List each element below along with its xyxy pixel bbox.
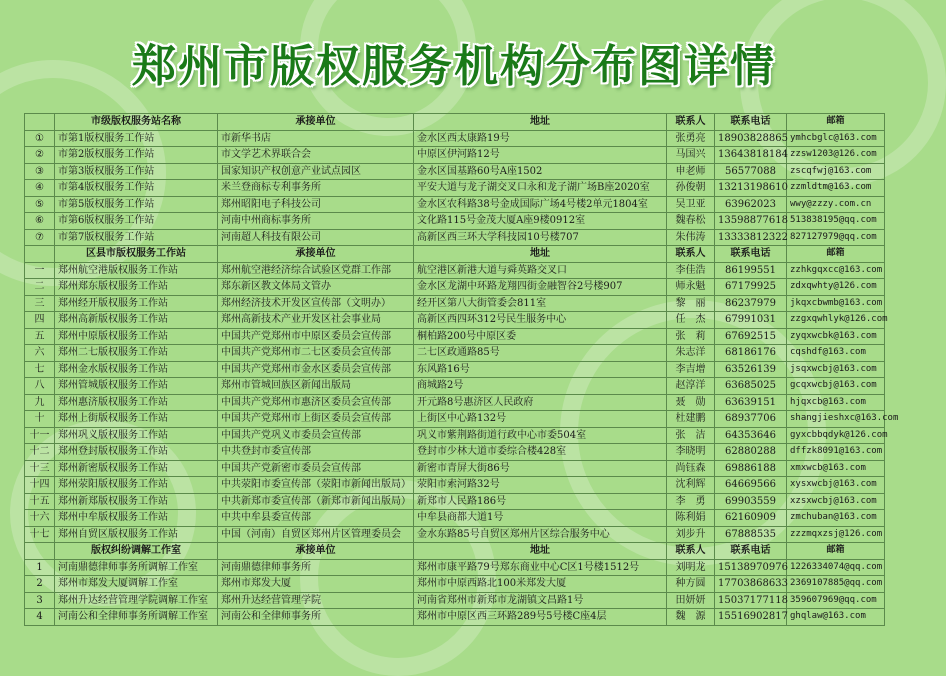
table-row bbox=[25, 378, 885, 395]
table-cell: 郑州郑东版权服务工作站 bbox=[55, 279, 218, 296]
table-row bbox=[25, 559, 885, 576]
header-cell: 地址 bbox=[414, 246, 667, 263]
table-cell: 郑州登封版权服务工作站 bbox=[55, 444, 218, 461]
table-cell: 中共登封市委宣传部 bbox=[218, 444, 414, 461]
table-cell: 64669566 bbox=[715, 477, 787, 494]
table-cell: 尚钰森 bbox=[667, 460, 715, 477]
table-row bbox=[25, 163, 885, 180]
table-cell: 郑州市郑发大厦 bbox=[218, 576, 414, 593]
table-cell: zzmldtm@163.com bbox=[787, 180, 885, 197]
table-cell: 郑州高新技术产业开发区社会事业局 bbox=[218, 312, 414, 329]
table-cell: 四 bbox=[25, 312, 55, 329]
table-row bbox=[25, 510, 885, 527]
table-cell: 河南鼎德律师事务所调解工作室 bbox=[55, 559, 218, 576]
table-cell: zyqxwcbk@163.com bbox=[787, 328, 885, 345]
table-cell: 中原区伊河路12号 bbox=[414, 147, 667, 164]
table-cell: 李佳浩 bbox=[667, 262, 715, 279]
table-cell: 67888535 bbox=[715, 526, 787, 543]
header-cell: 地址 bbox=[414, 543, 667, 560]
table-cell: 登封市少林大道市委综合楼428室 bbox=[414, 444, 667, 461]
table-cell: 商城路2号 bbox=[414, 378, 667, 395]
table-cell: 中牟县商都大道1号 bbox=[414, 510, 667, 527]
table-cell: 中共新郑市委宣传部（新郑市新闻出版局） bbox=[218, 493, 414, 510]
table-cell: 513838195@qq.com bbox=[787, 213, 885, 230]
table-cell: 种方圆 bbox=[667, 576, 715, 593]
header-cell: 邮箱 bbox=[787, 543, 885, 560]
table-cell: 九 bbox=[25, 394, 55, 411]
header-cell: 联系人 bbox=[667, 114, 715, 131]
table-cell: 文化路115号金茂大厦A座9楼0912室 bbox=[414, 213, 667, 230]
table-cell: ⑦ bbox=[25, 229, 55, 246]
table-cell: 郑州巩义版权服务工作站 bbox=[55, 427, 218, 444]
table-cell: ③ bbox=[25, 163, 55, 180]
table-row bbox=[25, 196, 885, 213]
table-row bbox=[25, 427, 885, 444]
table-cell: hjqxcb@163.com bbox=[787, 394, 885, 411]
table-cell: 68186176 bbox=[715, 345, 787, 362]
table-cell: 郑州市管城回族区新闻出版局 bbox=[218, 378, 414, 395]
table-cell: 市第7版权服务工作站 bbox=[55, 229, 218, 246]
table-cell: 17703868633 bbox=[715, 576, 787, 593]
header-cell: 邮箱 bbox=[787, 114, 885, 131]
table-cell: zzgxqwhlyk@126.com bbox=[787, 312, 885, 329]
header-cell: 联系电话 bbox=[715, 114, 787, 131]
table-cell: 十四 bbox=[25, 477, 55, 494]
table-cell: 1 bbox=[25, 559, 55, 576]
table-cell: 郑州市郑发大厦调解工作室 bbox=[55, 576, 218, 593]
table-cell: 13333812322 bbox=[715, 229, 787, 246]
table-row bbox=[25, 295, 885, 312]
table-row bbox=[25, 576, 885, 593]
section-header-row bbox=[25, 543, 885, 560]
table-cell: 郑州金水版权服务工作站 bbox=[55, 361, 218, 378]
table-row bbox=[25, 444, 885, 461]
header-cell bbox=[25, 246, 55, 263]
table-cell: 十五 bbox=[25, 493, 55, 510]
page-title: 郑州市版权服务机构分布图详情 bbox=[132, 41, 776, 92]
table-cell: 任 杰 bbox=[667, 312, 715, 329]
table-cell: 高新区西三环大学科技园10号楼707 bbox=[414, 229, 667, 246]
table-row bbox=[25, 361, 885, 378]
table-cell: 郑州二七版权服务工作站 bbox=[55, 345, 218, 362]
table-row bbox=[25, 460, 885, 477]
table-cell: ② bbox=[25, 147, 55, 164]
table-cell: ① bbox=[25, 130, 55, 147]
table-row bbox=[25, 493, 885, 510]
table-cell: 郑州上街版权服务工作站 bbox=[55, 411, 218, 428]
header-cell: 邮箱 bbox=[787, 246, 885, 263]
table-cell: 13598877618 bbox=[715, 213, 787, 230]
table-cell: 郑州高新版权服务工作站 bbox=[55, 312, 218, 329]
table-cell: 米兰登商标专利事务所 bbox=[218, 180, 414, 197]
table-row bbox=[25, 411, 885, 428]
table-cell: 河南中州商标事务所 bbox=[218, 213, 414, 230]
table-row bbox=[25, 229, 885, 246]
agency-table bbox=[24, 113, 899, 626]
table-cell: jkqxcbwmb@163.com bbox=[787, 295, 885, 312]
table-cell: 孙俊朝 bbox=[667, 180, 715, 197]
table-cell: 56577088 bbox=[715, 163, 787, 180]
table-row bbox=[25, 312, 885, 329]
table-cell: 郑州荥阳版权服务工作站 bbox=[55, 477, 218, 494]
table-cell: 新密市青屏大街86号 bbox=[414, 460, 667, 477]
table-row bbox=[25, 213, 885, 230]
header-cell bbox=[25, 114, 55, 131]
table-cell: 上街区中心路132号 bbox=[414, 411, 667, 428]
table-cell: 15037177118 bbox=[715, 592, 787, 609]
table-cell: 市新华书店 bbox=[218, 130, 414, 147]
table-cell: 市第3版权服务工作站 bbox=[55, 163, 218, 180]
table-cell: zscqfwj@163.com bbox=[787, 163, 885, 180]
table-cell: xysxwcbj@163.com bbox=[787, 477, 885, 494]
table-cell: 朱伟涛 bbox=[667, 229, 715, 246]
table-cell: 十 bbox=[25, 411, 55, 428]
table-cell: 郑州管城版权服务工作站 bbox=[55, 378, 218, 395]
table-cell: 刘明龙 bbox=[667, 559, 715, 576]
table-cell: 67692515 bbox=[715, 328, 787, 345]
table-cell: 市第5版权服务工作站 bbox=[55, 196, 218, 213]
table-cell: 1226334074@qq.com bbox=[787, 559, 885, 576]
table-cell: 郑州市中原区西三环路289号5号楼C座4层 bbox=[414, 609, 667, 626]
table-cell: gyxcbbqdyk@126.com bbox=[787, 427, 885, 444]
table-cell: 陈利娟 bbox=[667, 510, 715, 527]
table-cell: 开元路8号惠济区人民政府 bbox=[414, 394, 667, 411]
table-cell: 十二 bbox=[25, 444, 55, 461]
header-cell: 联系人 bbox=[667, 246, 715, 263]
table-cell: cqshdf@163.com bbox=[787, 345, 885, 362]
table-cell: zdxqwhty@126.com bbox=[787, 279, 885, 296]
table-cell: 聂 勋 bbox=[667, 394, 715, 411]
table-cell: 七 bbox=[25, 361, 55, 378]
table-cell: 13213198610 bbox=[715, 180, 787, 197]
table-cell: 86237979 bbox=[715, 295, 787, 312]
table-cell: 郑州升达经营管理学院调解工作室 bbox=[55, 592, 218, 609]
table-cell: 中国（河南）自贸区郑州片区管理委员会 bbox=[218, 526, 414, 543]
table-cell: 13643818184 bbox=[715, 147, 787, 164]
table-cell: 六 bbox=[25, 345, 55, 362]
table-cell: 359607969@qq.com bbox=[787, 592, 885, 609]
table-row bbox=[25, 262, 885, 279]
table-cell: 中国共产党新密市委员会宣传部 bbox=[218, 460, 414, 477]
table-cell: 市第1版权服务工作站 bbox=[55, 130, 218, 147]
table-cell: 郑州升达经营管理学院 bbox=[218, 592, 414, 609]
table-cell: xmxwcb@163.com bbox=[787, 460, 885, 477]
table-cell: 赵淳洋 bbox=[667, 378, 715, 395]
table-cell: shangjieshxc@163.com bbox=[787, 411, 885, 428]
table-cell: 十一 bbox=[25, 427, 55, 444]
table-cell: 中国共产党郑州市中原区委员会宣传部 bbox=[218, 328, 414, 345]
table-cell: 827127979@qq.com bbox=[787, 229, 885, 246]
table-cell: 金水区西太康路19号 bbox=[414, 130, 667, 147]
table-cell: 李晓明 bbox=[667, 444, 715, 461]
header-cell: 地址 bbox=[414, 114, 667, 131]
header-cell: 承接单位 bbox=[218, 114, 414, 131]
table-cell: 吴卫亚 bbox=[667, 196, 715, 213]
table-cell: 魏 源 bbox=[667, 609, 715, 626]
table-cell: 3 bbox=[25, 592, 55, 609]
table-cell: 金水区农科路38号金成国际广场4号楼2单元1804室 bbox=[414, 196, 667, 213]
table-cell: 金水区龙湖中环路龙翔四街金融智谷2号楼907 bbox=[414, 279, 667, 296]
table-cell: 郑州中原版权服务工作站 bbox=[55, 328, 218, 345]
table-cell: ghqlaw@163.com bbox=[787, 609, 885, 626]
table-cell: wwy@zzzy.com.cn bbox=[787, 196, 885, 213]
table-cell: 86199551 bbox=[715, 262, 787, 279]
table-cell: 师永魁 bbox=[667, 279, 715, 296]
table-cell: 中共中牟县委宣传部 bbox=[218, 510, 414, 527]
table-cell: 张 洁 bbox=[667, 427, 715, 444]
header-cell: 承接单位 bbox=[218, 543, 414, 560]
table-row bbox=[25, 526, 885, 543]
table-row bbox=[25, 477, 885, 494]
table-cell: 中国共产党郑州市上街区委员会宣传部 bbox=[218, 411, 414, 428]
table-cell: 桐柏路200号中原区委 bbox=[414, 328, 667, 345]
table-row bbox=[25, 279, 885, 296]
table-cell: 二七区政通路85号 bbox=[414, 345, 667, 362]
header-cell: 联系电话 bbox=[715, 246, 787, 263]
table-cell: 东风路16号 bbox=[414, 361, 667, 378]
table-cell: 郑州昭阳电子科技公司 bbox=[218, 196, 414, 213]
table-cell: 荥阳市索河路32号 bbox=[414, 477, 667, 494]
table-cell: jsqxwcbj@163.com bbox=[787, 361, 885, 378]
table-cell: 市第2版权服务工作站 bbox=[55, 147, 218, 164]
table-cell: 巩义市紫荆路街道行政中心市委504室 bbox=[414, 427, 667, 444]
table-cell: 67179925 bbox=[715, 279, 787, 296]
table-cell: 市第6版权服务工作站 bbox=[55, 213, 218, 230]
table-cell: 国家知识产权创意产业试点园区 bbox=[218, 163, 414, 180]
table-cell: 郑州经济技术开发区宣传部（文明办） bbox=[218, 295, 414, 312]
table-cell: 李 勇 bbox=[667, 493, 715, 510]
table-cell: 2 bbox=[25, 576, 55, 593]
table-cell: 郑州航空港经济综合试验区党群工作部 bbox=[218, 262, 414, 279]
header-cell: 联系人 bbox=[667, 543, 715, 560]
table-cell: 4 bbox=[25, 609, 55, 626]
table-cell: 郑州中牟版权服务工作站 bbox=[55, 510, 218, 527]
table-cell: 郑州自贸区版权服务工作站 bbox=[55, 526, 218, 543]
header-cell: 版权纠纷调解工作室 bbox=[55, 543, 218, 560]
table-cell: 李吉增 bbox=[667, 361, 715, 378]
header-cell: 区县市版权服务工作站 bbox=[55, 246, 218, 263]
table-cell: 田妍妍 bbox=[667, 592, 715, 609]
table-cell: gcqxwcbj@163.com bbox=[787, 378, 885, 395]
table-cell: 67991031 bbox=[715, 312, 787, 329]
table-cell: 郑州惠济版权服务工作站 bbox=[55, 394, 218, 411]
header-cell bbox=[25, 543, 55, 560]
table-cell: ⑥ bbox=[25, 213, 55, 230]
table-cell: zzzmqxzsj@126.com bbox=[787, 526, 885, 543]
table-cell: ⑤ bbox=[25, 196, 55, 213]
table-cell: 郑州市中原西路北100米郑发大厦 bbox=[414, 576, 667, 593]
table-cell: 黎 丽 bbox=[667, 295, 715, 312]
table-cell: 62160909 bbox=[715, 510, 787, 527]
table-cell: 马国兴 bbox=[667, 147, 715, 164]
table-cell: 中国共产党郑州市金水区委员会宣传部 bbox=[218, 361, 414, 378]
table-cell: 张勇亮 bbox=[667, 130, 715, 147]
table-cell: 63685025 bbox=[715, 378, 787, 395]
table-cell: 河南公和全律师事务所 bbox=[218, 609, 414, 626]
table-cell: 18903828865 bbox=[715, 130, 787, 147]
table-cell: 魏春松 bbox=[667, 213, 715, 230]
table-cell: 68937706 bbox=[715, 411, 787, 428]
table-cell: xzsxwcbj@163.com bbox=[787, 493, 885, 510]
table-cell: 郑东新区教文体局文管办 bbox=[218, 279, 414, 296]
table-cell: 新郑市人民路186号 bbox=[414, 493, 667, 510]
table-cell: 张 莉 bbox=[667, 328, 715, 345]
table-cell: 河南省郑州市新郑市龙湖镇文昌路1号 bbox=[414, 592, 667, 609]
table-cell: 郑州航空港版权服务工作站 bbox=[55, 262, 218, 279]
table-cell: 64353646 bbox=[715, 427, 787, 444]
table-cell: 三 bbox=[25, 295, 55, 312]
table-cell: 十三 bbox=[25, 460, 55, 477]
table-cell: 经开区第八大街管委会811室 bbox=[414, 295, 667, 312]
table-cell: 航空港区新港大道与舜英路交叉口 bbox=[414, 262, 667, 279]
table-cell: 63639151 bbox=[715, 394, 787, 411]
table-cell: 十六 bbox=[25, 510, 55, 527]
table-row bbox=[25, 130, 885, 147]
table-cell: 朱志洋 bbox=[667, 345, 715, 362]
table-cell: zzhkgqxcc@163.com bbox=[787, 262, 885, 279]
table-cell: 金水区国基路60号A座1502 bbox=[414, 163, 667, 180]
table-cell: 62880288 bbox=[715, 444, 787, 461]
table-cell: 平安大道与龙子湖交叉口永和龙子湖广场B座2020室 bbox=[414, 180, 667, 197]
table-cell: 69886188 bbox=[715, 460, 787, 477]
table-cell: 郑州新郑版权服务工作站 bbox=[55, 493, 218, 510]
table-cell: 申老师 bbox=[667, 163, 715, 180]
table-cell: 八 bbox=[25, 378, 55, 395]
header-cell: 市级版权服务站名称 bbox=[55, 114, 218, 131]
table-cell: 杜建鹏 bbox=[667, 411, 715, 428]
table-cell: 沈利辉 bbox=[667, 477, 715, 494]
table-cell: 一 bbox=[25, 262, 55, 279]
table-cell: 15516902817 bbox=[715, 609, 787, 626]
header-cell: 联系电话 bbox=[715, 543, 787, 560]
table-cell: zmchuban@163.com bbox=[787, 510, 885, 527]
table-cell: 中国共产党郑州市惠济区委员会宣传部 bbox=[218, 394, 414, 411]
table-cell: 中国共产党巩义市委员会宣传部 bbox=[218, 427, 414, 444]
table-cell: 69903559 bbox=[715, 493, 787, 510]
table-cell: 高新区西四环312号民生服务中心 bbox=[414, 312, 667, 329]
table-cell: 郑州市康平路79号郑东商业中心C区1号楼1512号 bbox=[414, 559, 667, 576]
table-row bbox=[25, 592, 885, 609]
table-cell: 中国共产党郑州市二七区委员会宣传部 bbox=[218, 345, 414, 362]
table-cell: 河南公和全律师事务所调解工作室 bbox=[55, 609, 218, 626]
table-cell: 金水东路85号自贸区郑州片区综合服务中心 bbox=[414, 526, 667, 543]
table-row bbox=[25, 609, 885, 626]
table-cell: 河南超人科技有限公司 bbox=[218, 229, 414, 246]
table-cell: ④ bbox=[25, 180, 55, 197]
table-cell: 2369107885@qq.com bbox=[787, 576, 885, 593]
table-cell: 刘步升 bbox=[667, 526, 715, 543]
table-cell: 五 bbox=[25, 328, 55, 345]
table-cell: zzsw1203@126.com bbox=[787, 147, 885, 164]
table-cell: 二 bbox=[25, 279, 55, 296]
table-cell: 市文学艺术界联合会 bbox=[218, 147, 414, 164]
table-cell: 河南鼎德律师事务所 bbox=[218, 559, 414, 576]
table-cell: ymhcbglc@163.com bbox=[787, 130, 885, 147]
table-cell: dffzk8091@163.com bbox=[787, 444, 885, 461]
table-cell: 63526139 bbox=[715, 361, 787, 378]
table-row bbox=[25, 180, 885, 197]
table-row bbox=[25, 394, 885, 411]
table-cell: 63962023 bbox=[715, 196, 787, 213]
table-row bbox=[25, 345, 885, 362]
table-row bbox=[25, 147, 885, 164]
table-cell: 郑州经开版权服务工作站 bbox=[55, 295, 218, 312]
table-row bbox=[25, 328, 885, 345]
table-cell: 市第4版权服务工作站 bbox=[55, 180, 218, 197]
table-cell: 十七 bbox=[25, 526, 55, 543]
table-cell: 15138970976 bbox=[715, 559, 787, 576]
table-cell: 中共荥阳市委宣传部（荥阳市新闻出版局） bbox=[218, 477, 414, 494]
table-cell: 郑州新密版权服务工作站 bbox=[55, 460, 218, 477]
section-header-row bbox=[25, 246, 885, 263]
header-cell: 承接单位 bbox=[218, 246, 414, 263]
section-header-row bbox=[25, 114, 885, 131]
